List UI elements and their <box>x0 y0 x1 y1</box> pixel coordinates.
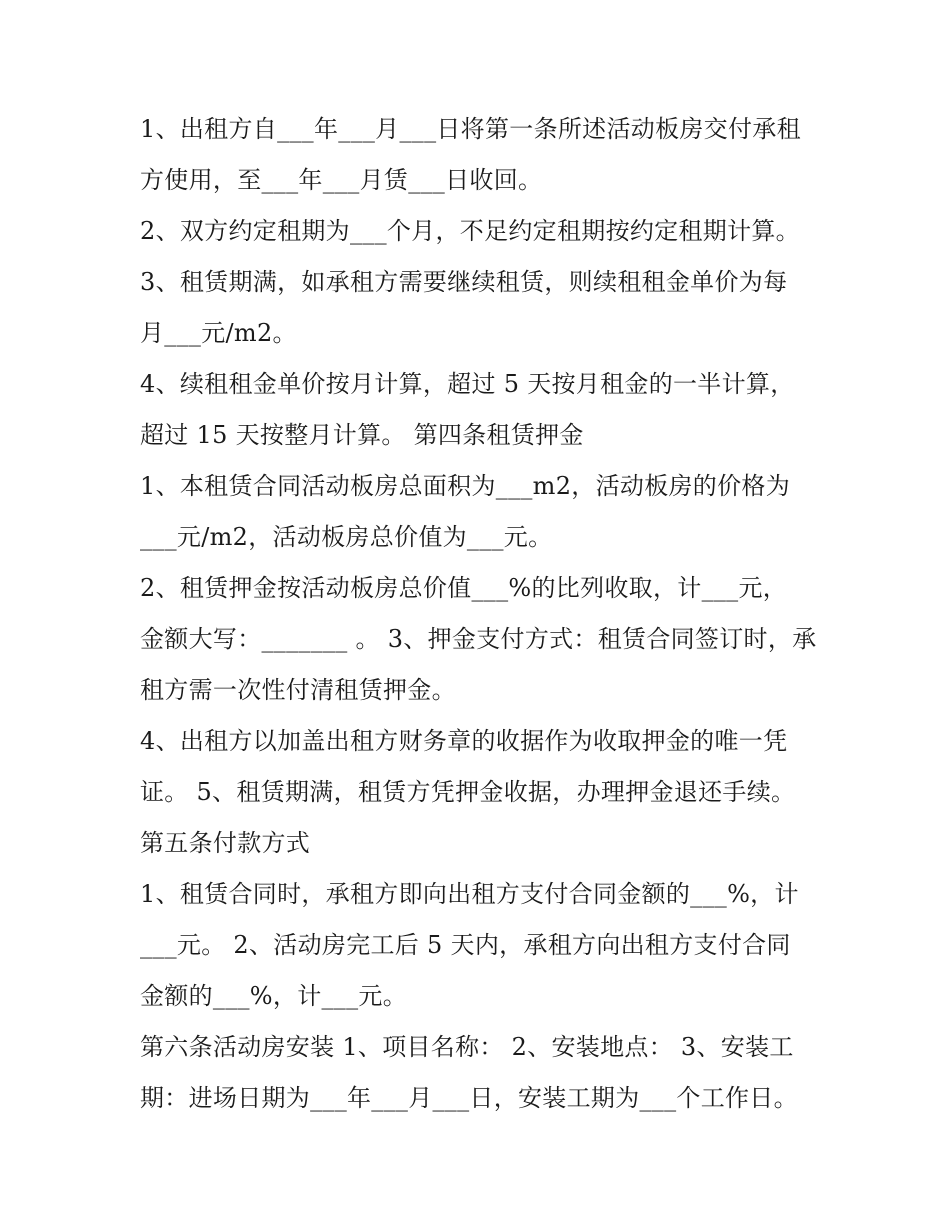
text-line: 期：进场日期为___年___月___日，安装工期为___个工作日。 <box>140 1084 798 1112</box>
text-line: 超过 15 天按整月计算。 第四条租赁押金 <box>140 421 584 449</box>
text-line: 租方需一次性付清租赁押金。 <box>140 676 456 704</box>
text-line: 方使用，至___年___月赁___日收回。 <box>140 166 543 194</box>
text-line: 证。 5、租赁期满，租赁方凭押金收据，办理押金退还手续。 <box>140 778 796 806</box>
text-line: ___元/m2，活动板房总价值为___元。 <box>140 523 553 551</box>
text-line: ___元。 2、活动房完工后 5 天内，承租方向出租方支付合同 <box>140 931 791 959</box>
text-line: 2、租赁押金按活动板房总价值___%的比列收取，计___元， <box>140 574 788 602</box>
document-body <box>140 104 817 1124</box>
text-line: 2、双方约定租期为___个月，不足约定租期按约定租期计算。 <box>140 217 800 245</box>
text-line: 金额大写：_______ 。 3、押金支付方式：租赁合同签订时，承 <box>140 625 817 653</box>
text-line: 月___元/m2。 <box>140 319 297 347</box>
text-line: 1、租赁合同时，承租方即向出租方支付合同金额的___%，计 <box>140 880 799 908</box>
text-line: 金额的___%，计___元。 <box>140 982 408 1010</box>
section-heading: 第五条付款方式 <box>140 829 311 857</box>
text-line: 4、出租方以加盖出租方财务章的收据作为收取押金的唯一凭 <box>140 727 788 755</box>
text-line: 第六条活动房安装 1、项目名称： 2、安装地点： 3、安装工 <box>140 1033 794 1061</box>
text-line: 4、续租租金单价按月计算，超过 5 天按月租金的一半计算， <box>140 370 795 398</box>
text-line: 1、本租赁合同活动板房总面积为___m2，活动板房的价格为 <box>140 472 790 500</box>
text-line: 1、出租方自___年___月___日将第一条所述活动板房交付承租 <box>140 115 801 143</box>
text-line: 3、租赁期满，如承租方需要继续租赁，则续租租金单价为每 <box>140 268 788 296</box>
